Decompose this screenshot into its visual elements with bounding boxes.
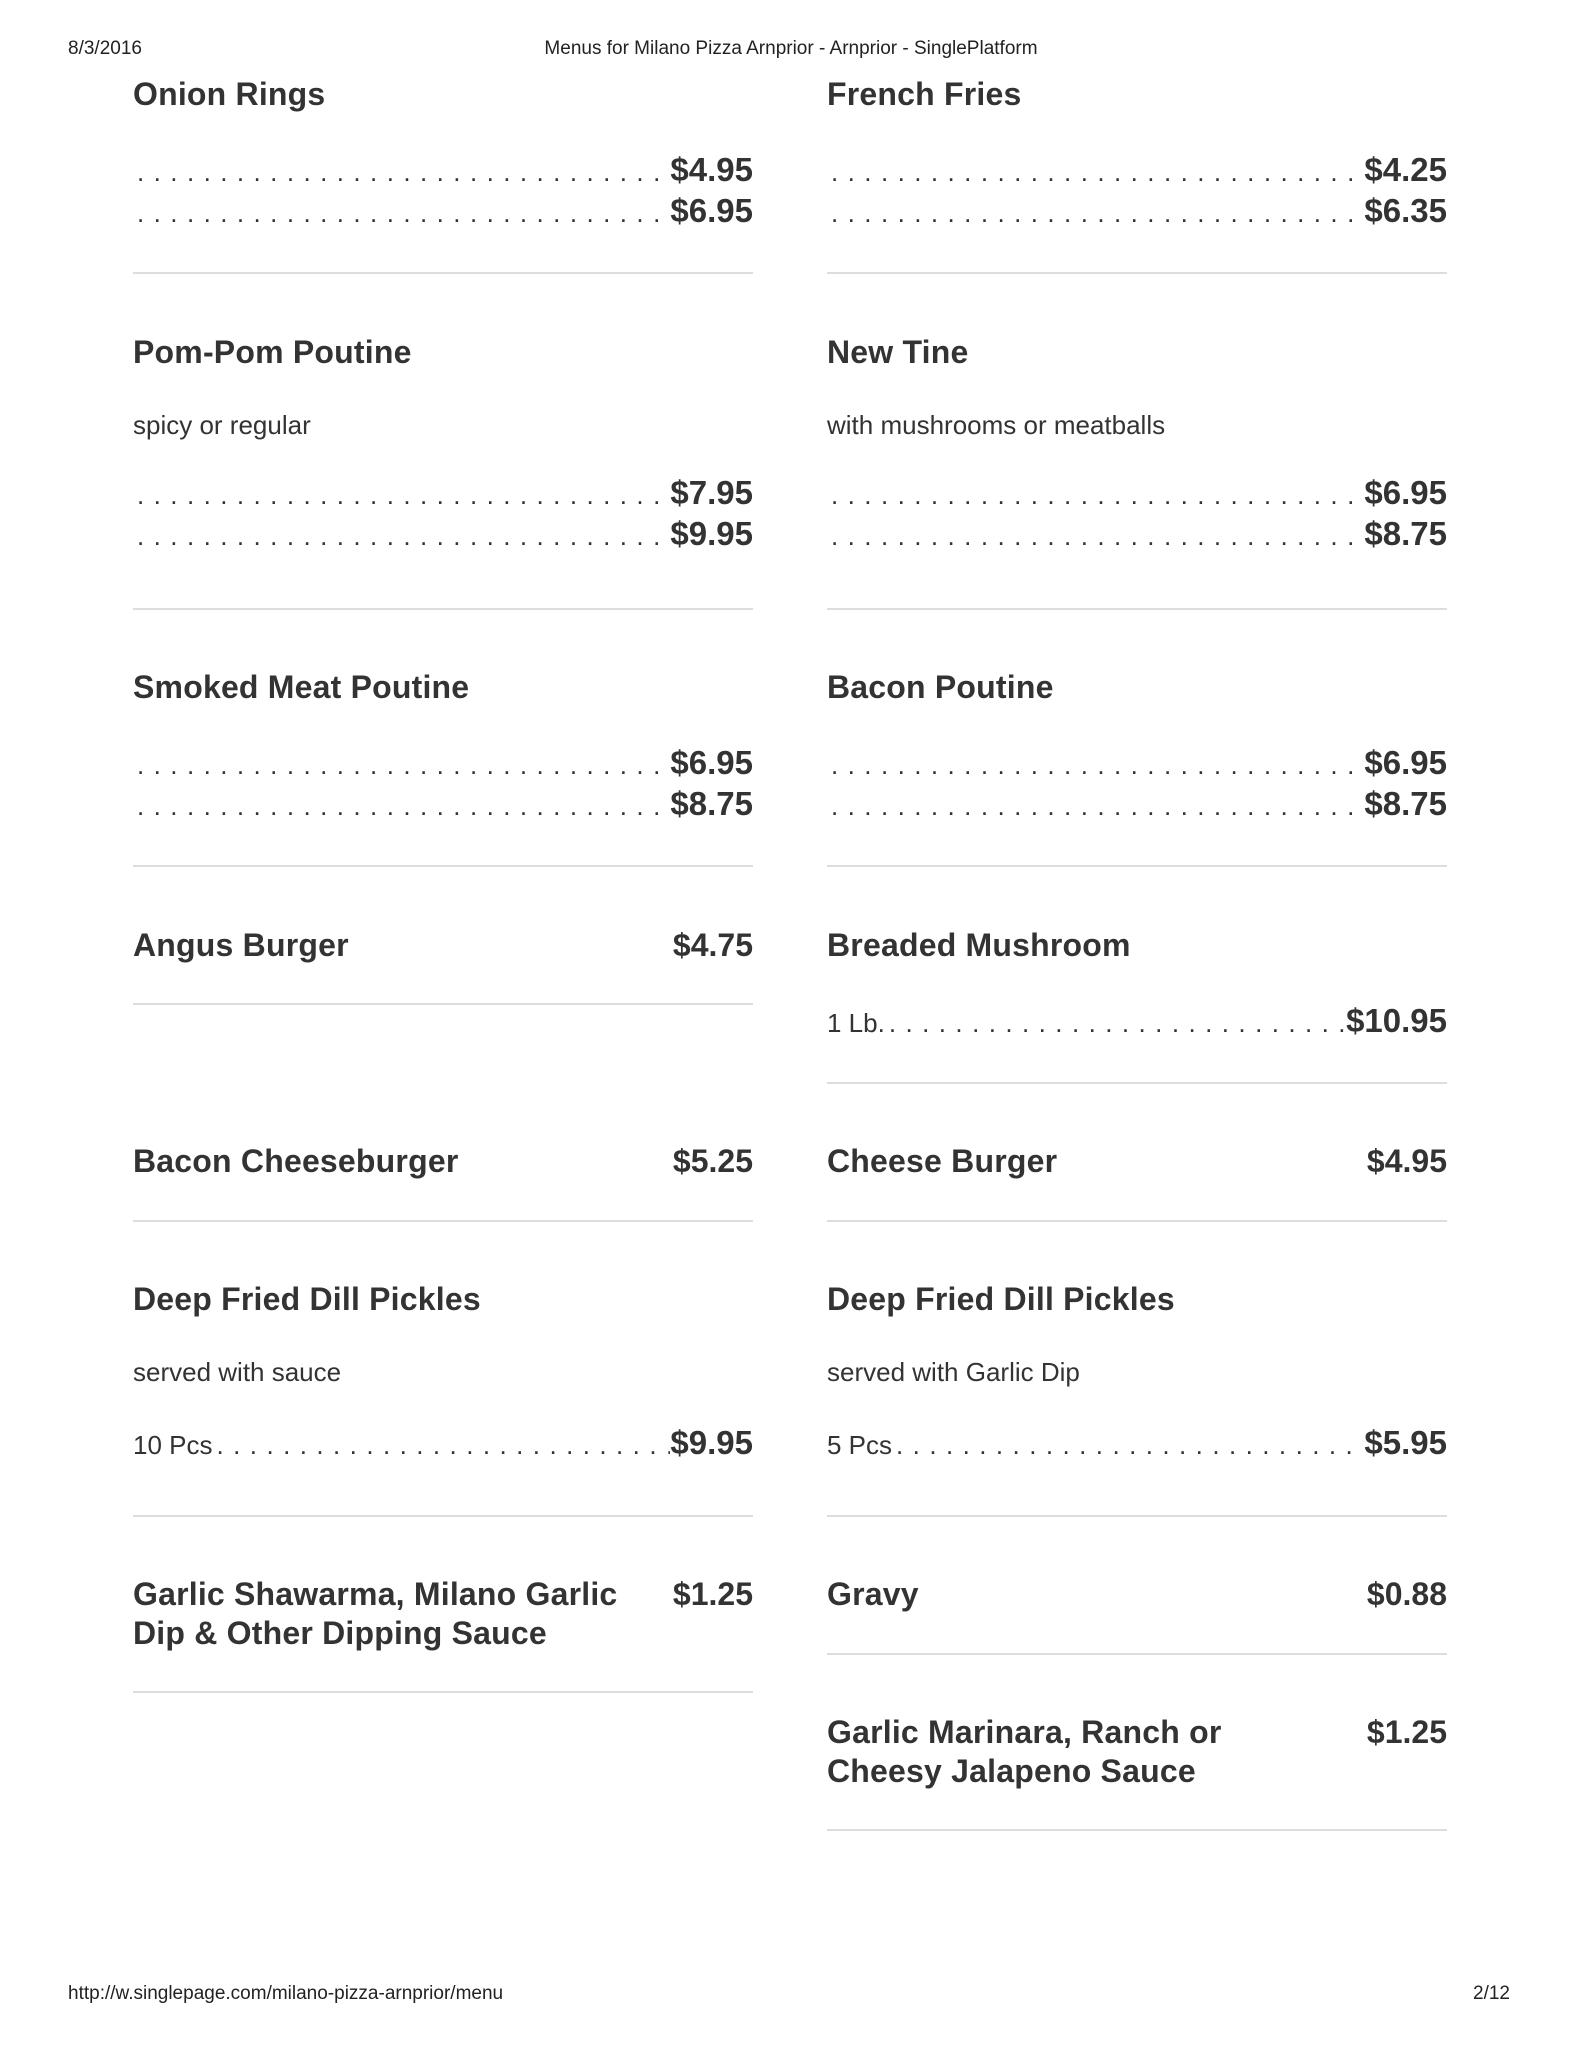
menu-item-deep-fried-dill-pickles <box>133 1280 753 1465</box>
divider <box>827 1515 1447 1517</box>
price-row <box>827 515 1447 556</box>
item-price: $8.75 <box>1364 785 1447 822</box>
leader-dots <box>133 791 670 822</box>
item-price: $4.25 <box>1364 151 1447 188</box>
page-footer-url: http://w.singlepage.com/milano-pizza-arnprior/menu <box>68 1983 504 2004</box>
divider <box>133 272 753 274</box>
leader-dots <box>827 750 1364 781</box>
size-label: 5 Pcs <box>827 1430 893 1460</box>
item-name: New Tine <box>827 334 969 370</box>
price-row <box>827 1002 1447 1043</box>
item-name: Bacon Poutine <box>827 669 1054 705</box>
divider <box>827 272 1447 274</box>
divider <box>133 1220 753 1222</box>
menu-item-bacon-poutine <box>827 668 1447 826</box>
divider <box>827 608 1447 610</box>
leader-dots <box>133 157 670 188</box>
item-price: $4.95 <box>670 151 753 188</box>
item-price: $6.95 <box>670 744 753 781</box>
item-name: Angus Burger <box>133 927 349 963</box>
item-price: $7.95 <box>670 474 753 511</box>
item-description: served with sauce <box>133 1357 342 1387</box>
leader-dots <box>133 521 670 552</box>
item-description: served with Garlic Dip <box>827 1357 1080 1387</box>
price-row <box>133 151 753 192</box>
title-row <box>133 926 753 965</box>
item-price: $8.75 <box>670 785 753 822</box>
divider <box>827 1829 1447 1831</box>
price-row <box>133 744 753 785</box>
menu-item-smoked-meat-poutine <box>133 668 753 826</box>
item-price: $10.95 <box>1346 1002 1447 1039</box>
item-name: Deep Fried Dill Pickles <box>133 1281 481 1317</box>
divider <box>827 1220 1447 1222</box>
item-name: Onion Rings <box>133 76 326 112</box>
item-price: $6.95 <box>1364 474 1447 511</box>
price-row <box>827 192 1447 233</box>
item-price: $6.35 <box>1364 192 1447 229</box>
item-name: Garlic Shawarma, Milano Garlic Dip & Other Dipping Sauce <box>133 1576 618 1651</box>
item-price: $8.75 <box>1364 515 1447 552</box>
divider <box>133 1515 753 1517</box>
item-price: $4.75 <box>672 927 753 963</box>
divider <box>827 1653 1447 1655</box>
price-row <box>827 744 1447 785</box>
item-description: spicy or regular <box>133 410 311 440</box>
item-price: $0.88 <box>1366 1576 1447 1612</box>
item-price: $6.95 <box>1364 744 1447 781</box>
leader-dots <box>885 1008 1346 1039</box>
leader-dots <box>892 1430 1364 1461</box>
divider <box>827 1082 1447 1084</box>
item-name: Smoked Meat Poutine <box>133 669 470 705</box>
item-name: Pom-Pom Poutine <box>133 334 412 370</box>
menu-item-new-tine <box>827 333 1447 556</box>
divider <box>133 1691 753 1693</box>
size-label: 1 Lb. <box>827 1008 885 1038</box>
item-name: Bacon Cheeseburger <box>133 1143 459 1179</box>
title-row <box>827 1575 1447 1614</box>
item-name: Gravy <box>827 1576 919 1612</box>
leader-dots <box>133 480 670 511</box>
title-row <box>133 1142 753 1181</box>
price-row <box>133 192 753 233</box>
item-description: with mushrooms or meatballs <box>827 410 1166 440</box>
price-row <box>133 1424 753 1465</box>
price-row <box>827 151 1447 192</box>
menu-item-onion-rings <box>133 75 753 233</box>
item-price: $4.95 <box>1366 1143 1447 1179</box>
leader-dots <box>827 521 1364 552</box>
leader-dots <box>213 1430 671 1461</box>
price-row <box>827 785 1447 826</box>
item-price: $1.25 <box>672 1576 753 1612</box>
leader-dots <box>827 157 1364 188</box>
menu-item-angus-burger <box>133 926 753 965</box>
item-price: $9.95 <box>670 1424 753 1461</box>
price-row <box>827 1424 1447 1465</box>
item-name: Deep Fried Dill Pickles <box>827 1281 1175 1317</box>
item-name: French Fries <box>827 76 1022 112</box>
leader-dots <box>133 198 670 229</box>
item-price: $9.95 <box>670 515 753 552</box>
price-row <box>133 474 753 515</box>
menu-item-french-fries <box>827 75 1447 233</box>
item-price: $5.95 <box>1364 1424 1447 1461</box>
item-price: $5.25 <box>672 1143 753 1179</box>
menu-item-garlic-marinara <box>827 1713 1447 1791</box>
menu-item-gravy <box>827 1575 1447 1614</box>
leader-dots <box>133 750 670 781</box>
price-row <box>133 785 753 826</box>
item-price: $6.95 <box>670 192 753 229</box>
leader-dots <box>827 480 1364 511</box>
item-name: Breaded Mushroom <box>827 927 1131 963</box>
divider <box>133 608 753 610</box>
menu-item-pom-pom-poutine <box>133 333 753 556</box>
price-row <box>827 474 1447 515</box>
page-footer-number: 2/12 <box>1473 1983 1510 2004</box>
leader-dots <box>827 791 1364 822</box>
size-label: 10 Pcs <box>133 1430 213 1460</box>
price-row <box>133 515 753 556</box>
menu-item-cheese-burger <box>827 1142 1447 1181</box>
title-row <box>827 1713 1447 1791</box>
title-row <box>827 1142 1447 1181</box>
divider <box>133 865 753 867</box>
page-header-title: Menus for Milano Pizza Arnprior - Arnprior - SinglePlatform <box>544 38 1038 59</box>
divider <box>133 1003 753 1005</box>
item-name: Garlic Marinara, Ranch or Cheesy Jalapeno Sauce <box>827 1714 1222 1789</box>
menu-item-breaded-mushroom <box>827 926 1447 1043</box>
leader-dots <box>827 198 1364 229</box>
menu-item-bacon-cheeseburger <box>133 1142 753 1181</box>
divider <box>827 865 1447 867</box>
page-header-date: 8/3/2016 <box>68 38 142 59</box>
item-price: $1.25 <box>1366 1714 1447 1750</box>
item-name: Cheese Burger <box>827 1143 1058 1179</box>
title-row <box>133 1575 753 1653</box>
menu-item-deep-fried-dill-pickles-garlic <box>827 1280 1447 1465</box>
menu-item-garlic-shawarma <box>133 1575 753 1653</box>
